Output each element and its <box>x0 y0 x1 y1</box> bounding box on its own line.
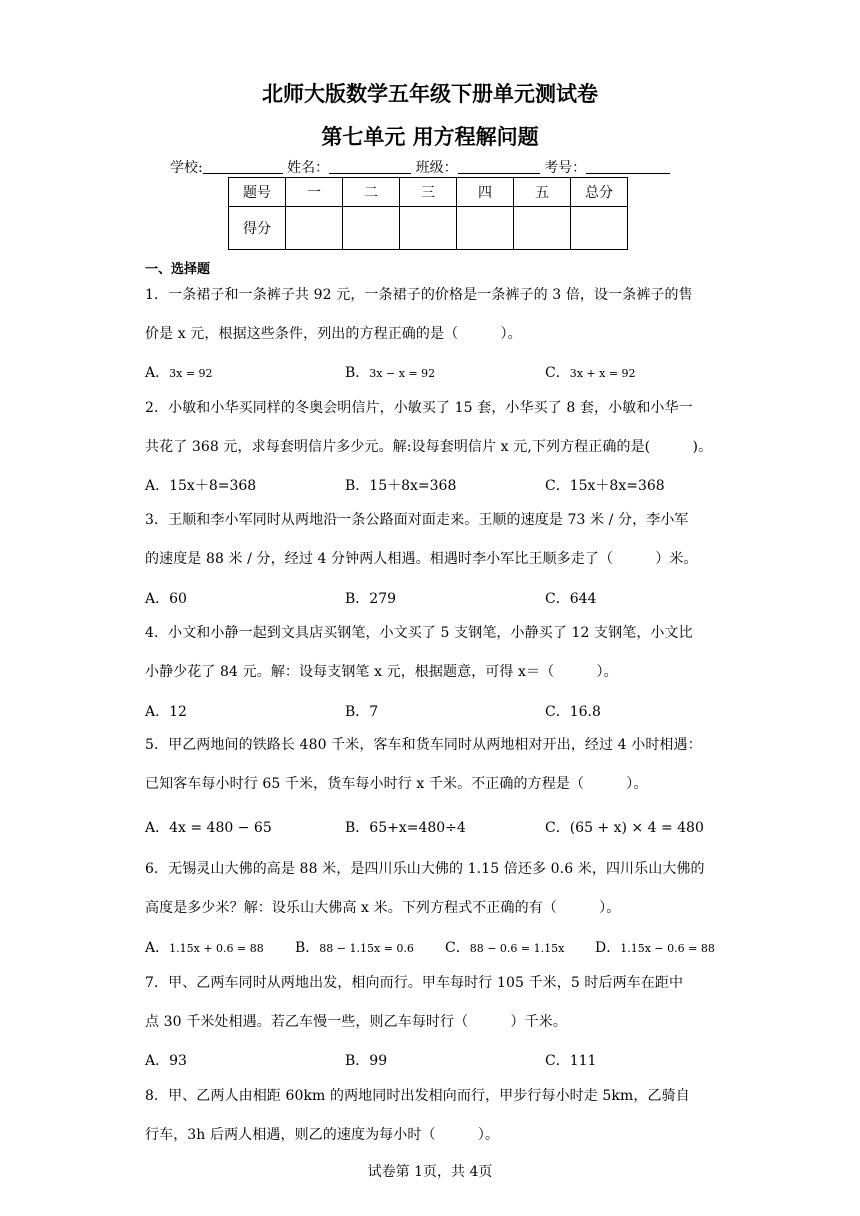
question-4-line-1: 4．小文和小静一起到文具店买钢笔，小文买了 5 支钢笔，小静买了 12 支钢笔，小文比 <box>145 625 693 641</box>
name-blank[interactable] <box>329 159 411 174</box>
question-3-line-1: 3．王顺和李小军同时从两地沿一条公路面对面走来。王顺的速度是 73 米 / 分，李小军 <box>145 512 689 528</box>
school-blank[interactable] <box>203 159 283 174</box>
option-c: C．111 <box>545 1053 597 1069</box>
question-6-line-1: 6．无锡灵山大佛的高是 88 米，是四川乐山大佛的 1.15 倍还多 0.6 米，四川乐山大佛的 <box>145 861 705 877</box>
exam-title: 北师大版数学五年级下册单元测试卷 <box>262 82 598 106</box>
option-a: A．4x = 480 − 65 <box>145 820 272 836</box>
option-c: C．15x＋8x=368 <box>545 478 665 494</box>
option-c: C．644 <box>545 591 597 607</box>
question-7-line-2: 点 30 千米处相遇。若乙车慢一些，则乙车每时行（ ）千米。 <box>145 1014 567 1030</box>
exam-no-blank[interactable] <box>586 159 670 174</box>
score-header-cell: 总分 <box>571 178 628 207</box>
option-d: D．1.15x − 0.6 = 88 <box>595 940 715 956</box>
name-label: 姓名： <box>287 160 330 176</box>
score-cell[interactable] <box>286 207 343 250</box>
option-a: A．93 <box>145 1053 187 1069</box>
score-cell[interactable] <box>457 207 514 250</box>
question-2-line-1: 2．小敏和小华买同样的冬奥会明信片，小敏买了 15 套，小华买了 8 套，小敏和小华一 <box>145 400 693 416</box>
option-b: B．7 <box>345 704 379 720</box>
exam-no-label: 考号： <box>544 160 587 176</box>
score-header-cell: 二 <box>343 178 400 207</box>
question-8-line-1: 8．甲、乙两人由相距 60km 的两地同时出发相向而行，甲步行每小时走 5km，乙骑自 <box>145 1088 690 1104</box>
score-table <box>228 177 628 250</box>
option-c: C．16.8 <box>545 704 601 720</box>
question-2-line-2: 共花了 368 元，求每套明信片多少元。解:设每套明信片 x 元,下列方程正确的是( )。 <box>145 439 713 455</box>
option-b: B．65+x=480÷4 <box>345 820 466 836</box>
option-b: B．279 <box>345 591 397 607</box>
question-7-line-1: 7．甲、乙两车同时从两地出发，相向而行。甲车每时行 105 千米，5 时后两车在距中 <box>145 975 684 991</box>
score-header-cell: 一 <box>286 178 343 207</box>
score-cell[interactable] <box>343 207 400 250</box>
option-c: C．3x + x = 92 <box>545 365 636 381</box>
score-cell[interactable] <box>400 207 457 250</box>
option-b: B．99 <box>345 1053 388 1069</box>
option-b: B．15＋8x=368 <box>345 478 457 494</box>
score-header-cell: 三 <box>400 178 457 207</box>
question-6-line-2: 高度是多少米？解：设乐山大佛高 x 米。下列方程式不正确的有（ ）。 <box>145 900 621 916</box>
question-8-line-2: 行车，3h 后两人相遇，则乙的速度为每小时（ ）。 <box>145 1127 500 1143</box>
question-5-line-2: 已知客车每小时行 65 千米，货车每小时行 x 千米。不正确的方程是（ ）。 <box>145 776 648 792</box>
option-c: C．88 − 0.6 = 1.15x <box>445 940 565 956</box>
score-row-label: 得分 <box>229 207 286 250</box>
option-a: A．15x＋8=368 <box>145 478 257 494</box>
option-b: B．3x − x = 92 <box>345 365 436 381</box>
unit-subtitle: 第七单元 用方程解问题 <box>321 125 539 149</box>
option-a: A．60 <box>145 591 187 607</box>
score-cell[interactable] <box>571 207 628 250</box>
page-footer: 试卷第 1页，共 4页 <box>367 1164 493 1180</box>
option-b: B．88 − 1.15x = 0.6 <box>295 940 414 956</box>
question-4-line-2: 小静少花了 84 元。解：设每支钢笔 x 元，根据题意，可得 x＝（ ）。 <box>145 664 618 680</box>
option-a: A．3x = 92 <box>145 365 213 381</box>
option-a: A．1.15x + 0.6 = 88 <box>145 940 264 956</box>
student-info-line <box>170 157 670 177</box>
question-3-line-2: 的速度是 88 米 / 分，经过 4 分钟两人相遇。相遇时李小军比王顺多走了（ ）米。 <box>145 551 698 567</box>
score-header-cell: 四 <box>457 178 514 207</box>
option-a: A．12 <box>145 704 187 720</box>
question-5-line-1: 5．甲乙两地间的铁路长 480 千米，客车和货车同时从两地相对开出，经过 4 小时相遇： <box>145 737 702 753</box>
class-label: 班级： <box>415 160 458 176</box>
score-header-cell: 五 <box>514 178 571 207</box>
question-1-line-1: 1．一条裙子和一条裤子共 92 元，一条裙子的价格是一条裤子的 3 倍，设一条裤子的售 <box>145 287 693 303</box>
score-cell[interactable] <box>514 207 571 250</box>
score-header-cell: 题号 <box>229 178 286 207</box>
school-label: 学校: <box>170 160 203 176</box>
section-heading: 一、选择题 <box>145 262 211 277</box>
option-c: C．(65 + x) × 4 = 480 <box>545 820 704 836</box>
class-blank[interactable] <box>458 159 540 174</box>
question-1-line-2: 价是 x 元，根据这些条件，列出的方程正确的是（ ）。 <box>145 326 522 342</box>
